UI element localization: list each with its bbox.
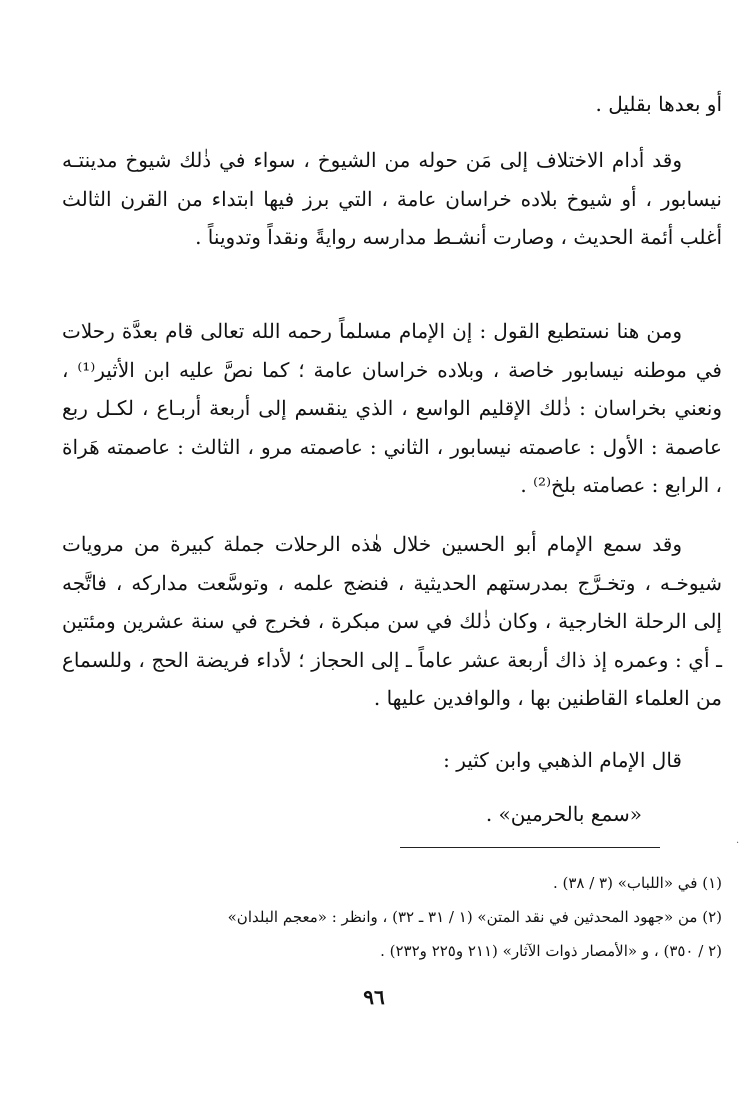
- paragraph-hajj: وقد سمع الإمام أبو الحسين خلال هٰذه الرحلات جملة كبيرة من مرويات شيوخـه ، وتخـرَّج بمدرستهم الحديثية ، فنضج علمه ، وتوسَّعت مداركه ، فاتَّجه إلى الرحلة الخارجية ، وكان ذٰلك في سن مبكرة ، فخرج في سنة عشرين ومئتين ـ أي : وعمره إذ ذاك أربعة عشر عاماً ـ إلى الحجاز ؛ لأداء فريضة الحج ، وللسماع من العلماء القاطنين بها ، والوافدين عليها .: [62, 532, 722, 710]
- footnote-divider: [400, 847, 660, 848]
- page-number: ٩٦: [363, 985, 385, 1009]
- margin-mark: ·: [736, 838, 740, 849]
- footnote-1: (١) في «اللباب» (٣ / ٣٨) .: [552, 874, 722, 892]
- footnotes: [62, 866, 722, 968]
- paragraph-sheikhs: وقد أدام الاختلاف إلى مَن حوله من الشيوخ ، سواء في ذٰلك شيوخ مدينتـه نيسابور ، أو شيوخ بلاده خراسان عامة ، التي برز فيها ابتداء من القرن الثالث أغلب أئمة الحديث ، وصارت أنشـط مدارسه روايةً ونقداً وتدويناً .: [62, 148, 722, 249]
- paragraph-journeys: ومن هنا نستطيع القول : إن الإمام مسلماً رحمه الله تعالى قام بعدَّة رحلات في موطنه نيسابور خاصة ، وبلاده خراسان عامة ؛ كما نصَّ عليه ابن الأثير⁽¹⁾ ، ونعني بخراسان : ذٰلك الإقليم الواسع ، الذي ينقسم إلى أربعة أربـاع ، لكـل ربع عاصمة : الأول : عاصمته نيسابور ، الثاني : عاصمته مرو ، الثالث : عاصمته هَراة ، الرابع : عصامته بلخ⁽²⁾ .: [62, 319, 722, 497]
- paragraph-quote-intro: قال الإمام الذهبي وابن كثير :: [443, 748, 682, 772]
- paragraph-continuation: أو بعدها بقليل .: [595, 92, 722, 116]
- footnote-2-line-1: (٢) من «جهود المحدثين في نقد المتن» (١ / ٣١ ـ ٣٢) ، وانظر : «معجم البلدان»: [227, 908, 722, 926]
- footnote-2-line-2: (٢ / ٣٥٠) ، و «الأمصار ذوات الآثار» (٢١١ و٢٢٥ و٢٣٢) .: [380, 942, 722, 960]
- paragraph-quote: «سمع بالحرمين» .: [485, 802, 642, 826]
